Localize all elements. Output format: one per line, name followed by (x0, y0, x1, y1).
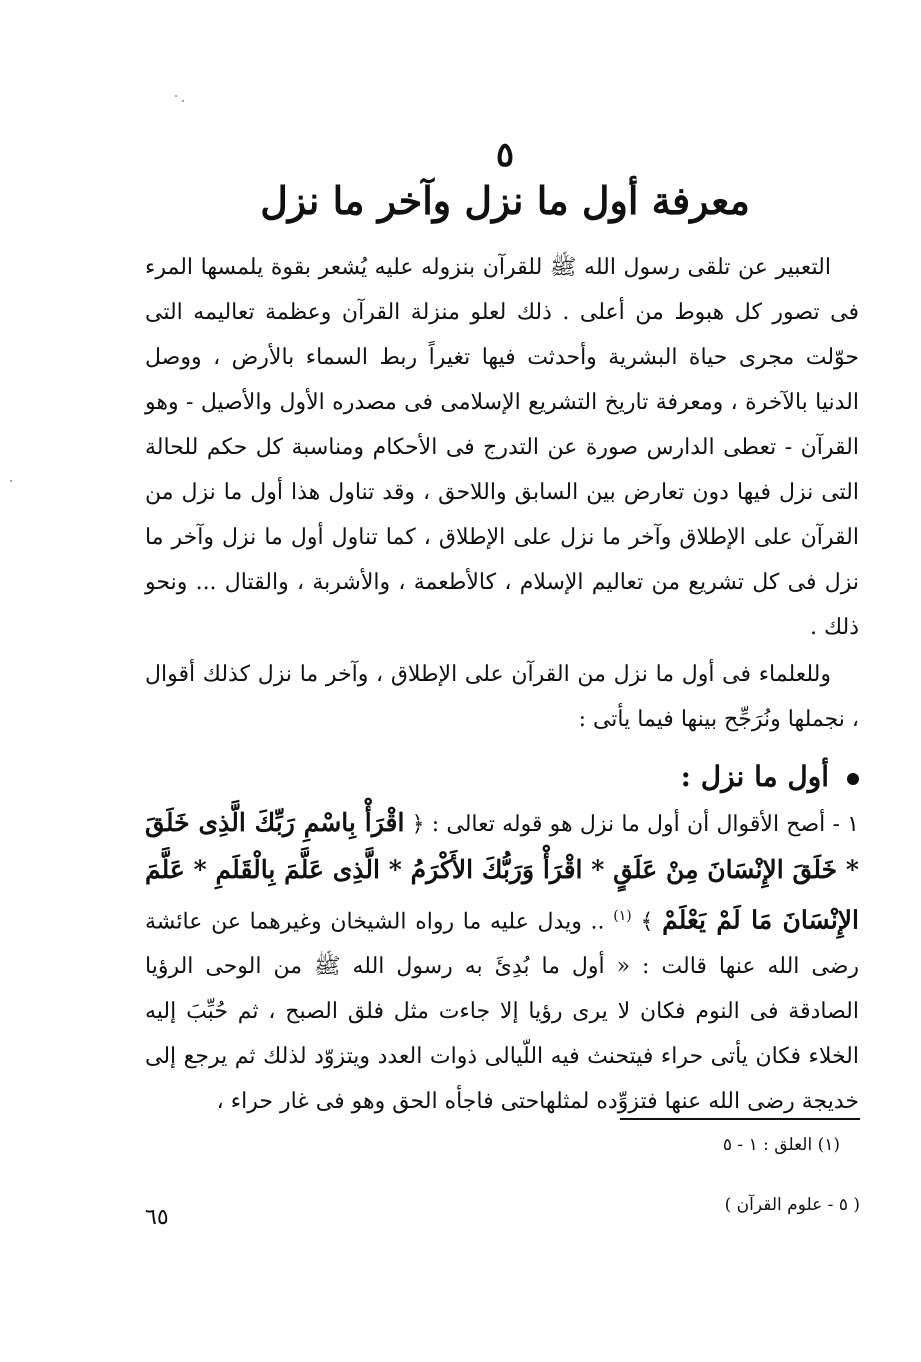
chapter-title: معرفة أول ما نزل وآخر ما نزل (260, 178, 750, 223)
scan-speck (10, 480, 12, 482)
signature-mark: ( ٥ - علوم القرآن ) (724, 1195, 860, 1215)
footnote-reference[interactable]: (١) (613, 908, 632, 924)
chapter-number: ٥ (495, 135, 515, 175)
page-number: ٦٥ (145, 1205, 169, 1230)
point-1-lead: ١ - أصح الأقوال أن أول ما نزل هو قوله تعالى : ﴿ (411, 812, 859, 837)
intro-paragraph: التعبير عن تلقى رسول الله ﷺ للقرآن بنزوله عليه يُشعر بقوة يلمسها المرء فى تصور كل هبوط من أعلى . ذلك لعلو منزلة القرآن وعظمة تعاليمه التى حوّلت مجرى حياة البشرية وأحدثت فيها تغيراً ربط السماء بالأرض ، ووصل الدنيا بالآخرة ، ومعرفة تاريخ التشريع الإسلامى فى مصدره الأول والأصيل - وهو القرآن - تعطى الدارس صورة عن التدرج فى الأحكام ومناسبة كل حكم للحالة التى نزل فيها دون تعارض بين السابق واللاحق ، وقد تناول هذا أول ما نزل من القرآن على الإطلاق وآخر ما نزل على الإطلاق ، كما تناول أول ما نزل وآخر ما نزل فى كل تشريع من تعاليم الإسلام ، كالأطعمة ، والأشربة ، والقتال ... ونحو ذلك . (145, 255, 859, 640)
scan-speck (182, 100, 184, 102)
point-1-rest: .. ويدل عليه ما رواه الشيخان وغيرهما عن عائشة رضى الله عنها قالت : « أول ما بُدِئَ به رسول الله ﷺ من الوحى الرؤيا الصادقة فى النوم فكان لا يرى رؤيا إلا جاءت مثل فلق الصبح ، ثم حُبِّبَ إليه الخلاء فكان يأتى حراء فيتحنث فيه اللّيالى ذوات العدد ويتزوّد لذلك ثم يرجع إلى خديجة رضى الله عنها فتزوِّده لمثلهاحتى فاجأه الحق وهو فى غار حراء ، (145, 909, 859, 1115)
footnote-divider (620, 1118, 860, 1120)
quran-verse: اقْرَأْ بِاسْمِ رَبِّكَ الَّذِى خَلَقَ * خَلَقَ الإِنْسَانَ مِنْ عَلَقٍ * اقْرَأْ وَرَبُّكَ الأَكْرَمُ * الَّذِى عَلَّمَ بِالْقَلَمِ * عَلَّمَ الإِنْسَانَ مَا لَمْ يَعْلَمْ (145, 808, 859, 935)
point-1-paragraph (145, 800, 859, 1124)
verse-close-bracket: ﴾ (640, 909, 654, 935)
section-heading (145, 760, 859, 793)
section-heading-text: أول ما نزل : (680, 760, 829, 793)
footnote: (١) العلق : ١ - ٥ (722, 1135, 840, 1155)
bullet-icon (847, 773, 859, 785)
scan-speck (175, 95, 177, 97)
scholars-paragraph: وللعلماء فى أول ما نزل من القرآن على الإطلاق ، وآخر ما نزل كذلك أقوال ، نجملها ونُرَجِّح بينها فيما يأتى : (145, 662, 859, 732)
